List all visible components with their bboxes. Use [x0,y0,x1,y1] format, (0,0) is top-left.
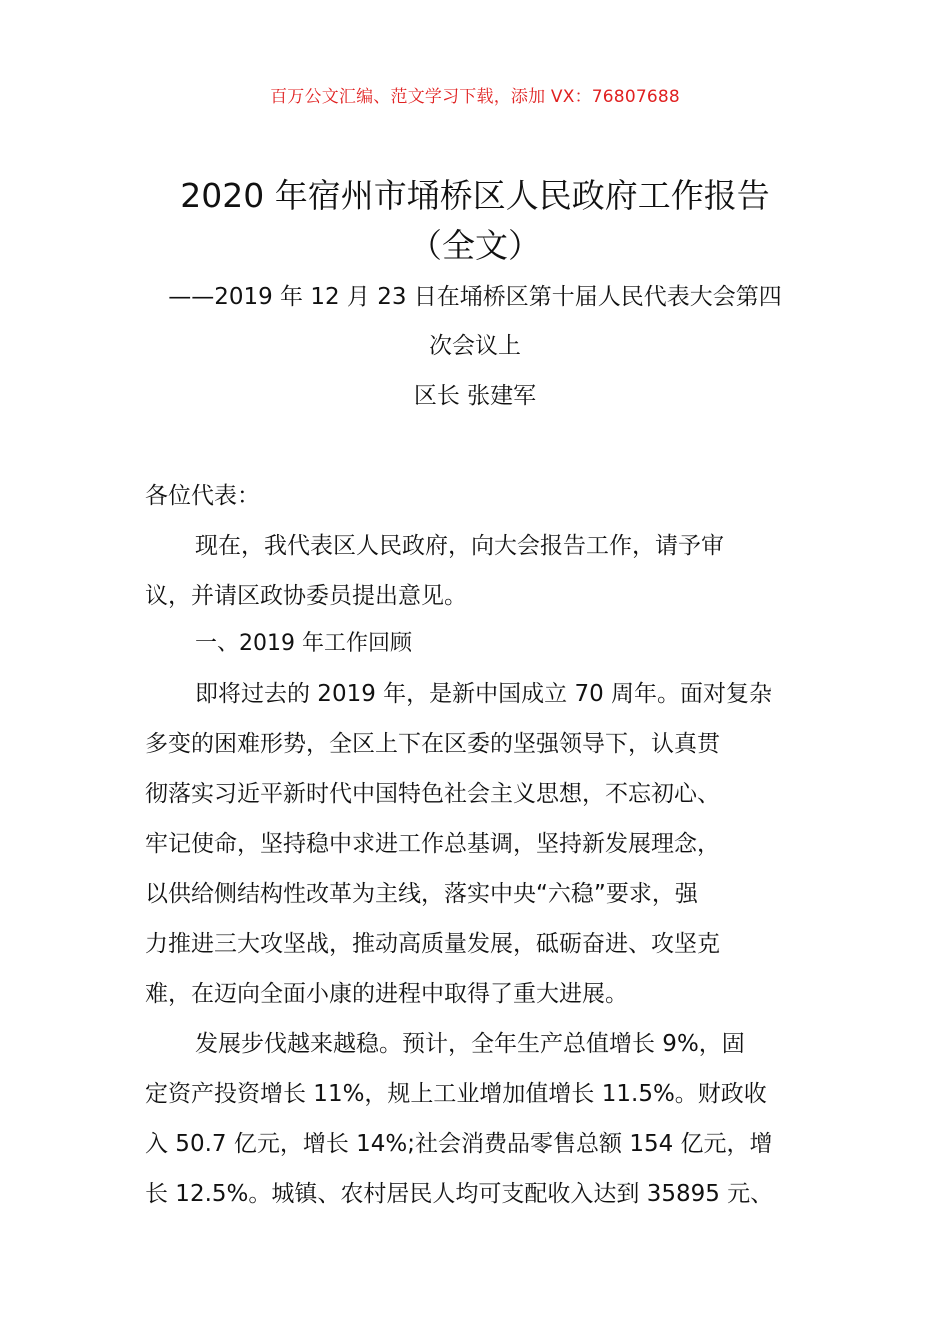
paragraph-line: 长 12.5%。城镇、农村居民人均可支配收入达到 35895 元、 [145,1181,774,1207]
paragraph-line: 议，并请区政协委员提出意见。 [145,583,467,609]
salutation: 各位代表： [145,483,260,509]
paragraph-line: 难，在迈向全面小康的进程中取得了重大进展。 [145,981,628,1007]
paragraph-line: 牢记使命，坚持稳中求进工作总基调，坚持新发展理念， [145,831,720,857]
paragraph-line: 力推进三大攻坚战，推动高质量发展，砥砺奋进、攻坚克 [145,931,720,957]
paragraph-line: 现在，我代表区人民政府，向大会报告工作，请予审 [195,533,724,559]
document-subtitle-cont: 次会议上 [429,333,521,359]
paragraph-line: 多变的困难形势，全区上下在区委的坚强领导下，认真贯 [145,731,720,757]
paragraph-line: 入 50.7 亿元，增长 14%;社会消费品零售总额 154 亿元，增 [145,1131,773,1157]
paragraph-line: 定资产投资增长 11%，规上工业增加值增长 11.5%。财政收 [145,1081,767,1107]
document-title: 2020 年宿州市埇桥区人民政府工作报告 [180,176,770,215]
paragraph-line: 彻落实习近平新时代中国特色社会主义思想，不忘初心、 [145,781,720,807]
document-subtitle: ——2019 年 12 月 23 日在埇桥区第十届人民代表大会第四 [168,284,782,310]
document-author: 区长 张建军 [413,383,537,409]
paragraph-line: 发展步伐越来越稳。预计，全年生产总值增长 9%，固 [195,1031,745,1057]
paragraph-line: 即将过去的 2019 年，是新中国成立 70 周年。面对复杂 [195,681,773,707]
watermark-banner: 百万公文汇编、范文学习下载，添加 VX：76807688 [270,87,680,107]
document-title-suffix: （全文） [409,226,541,265]
section-heading: 一、2019 年工作回顾 [195,631,412,656]
paragraph-line: 以供给侧结构性改革为主线，落实中央“六稳”要求，强 [145,881,698,907]
